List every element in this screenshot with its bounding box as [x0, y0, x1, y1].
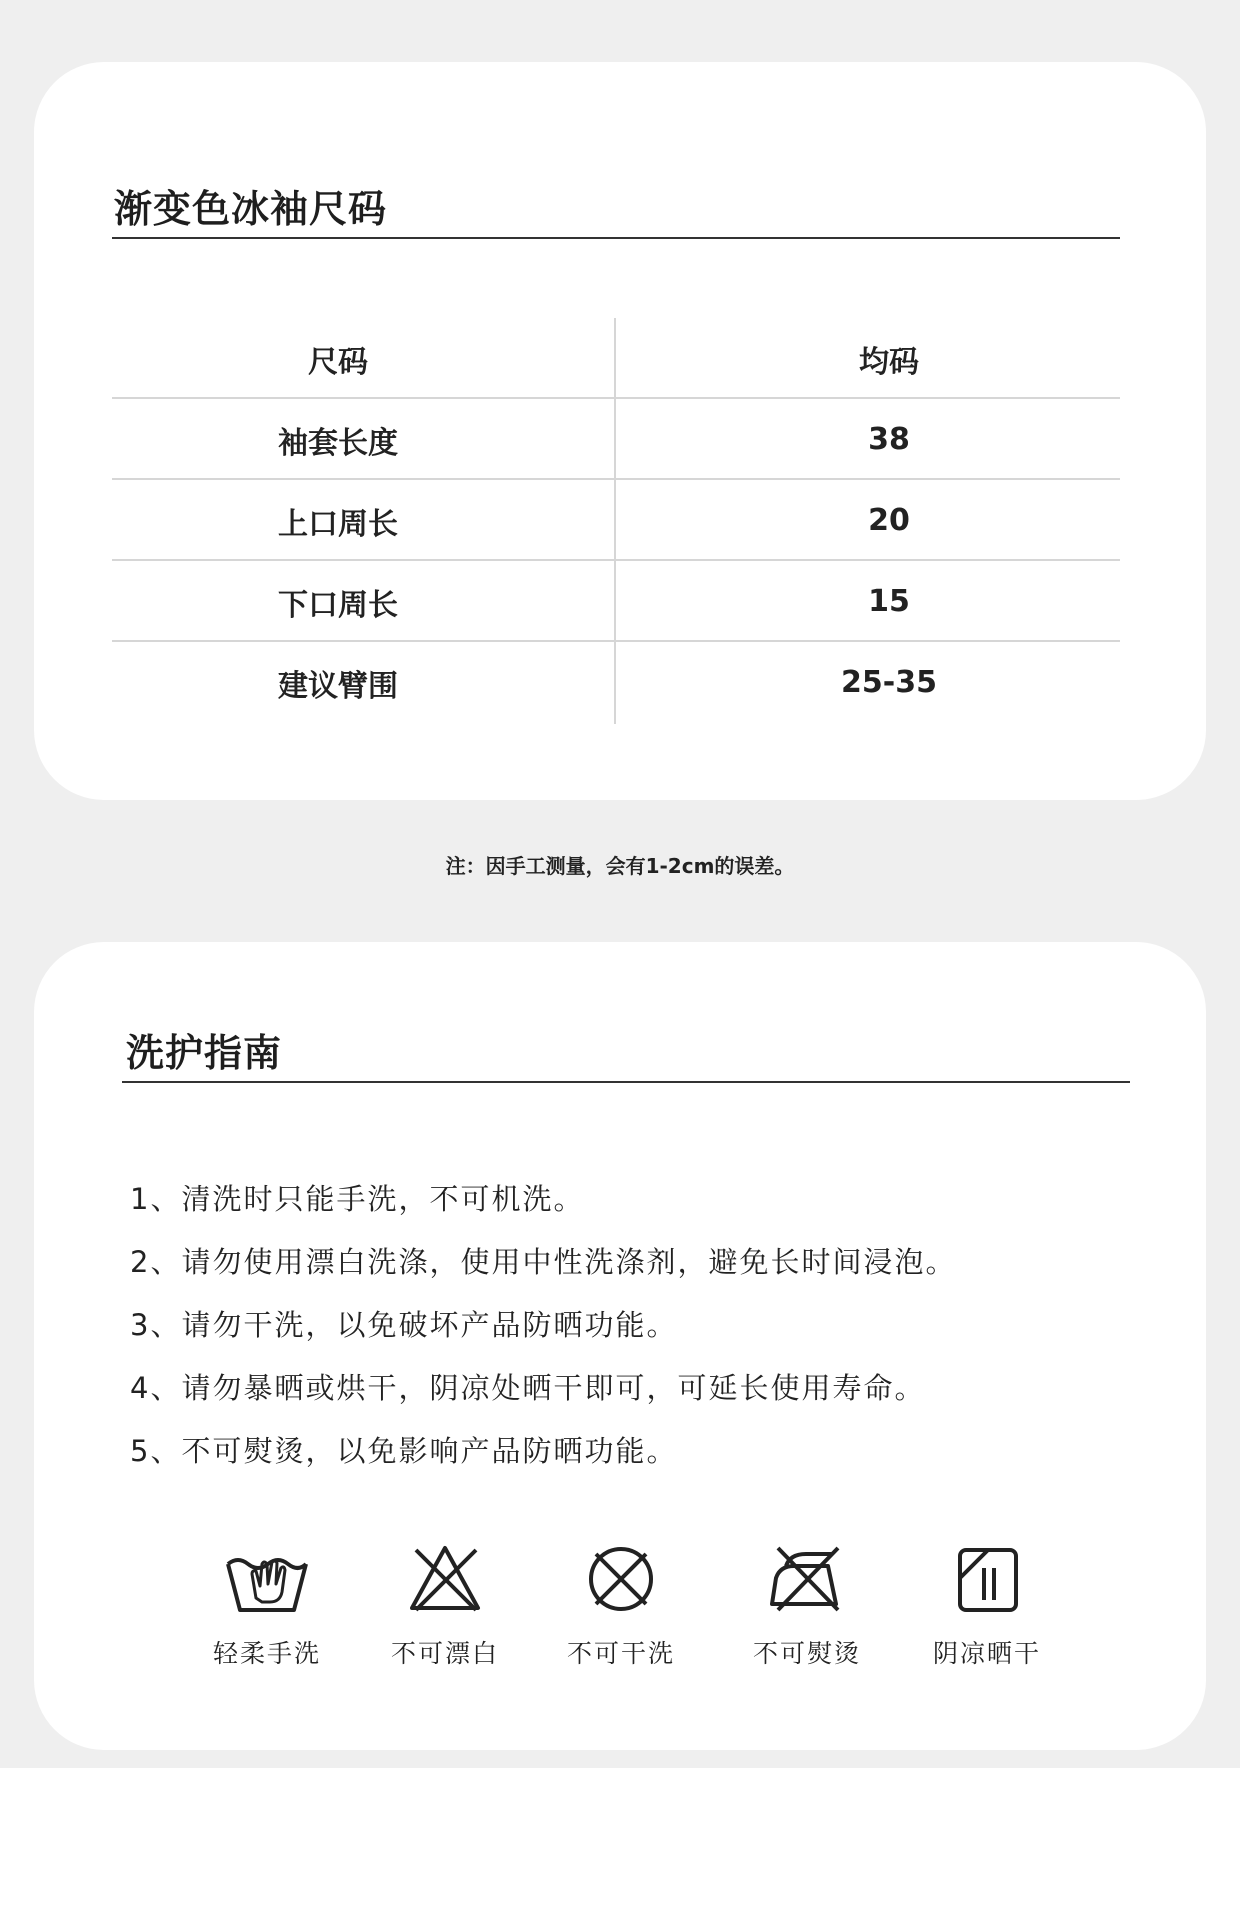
table-header-row [112, 318, 1120, 399]
size-title-divider [112, 237, 1120, 239]
care-instructions [130, 1168, 956, 1483]
table-row [112, 399, 1120, 480]
table-row [112, 642, 1120, 723]
care-title-divider [122, 1081, 1130, 1083]
no-bleach-icon [400, 1538, 490, 1618]
shade-dry-icon [942, 1538, 1032, 1618]
icon-label: 轻柔手洗 [212, 1639, 321, 1668]
icon-label: 不可干洗 [566, 1639, 675, 1668]
care-icon-no-dry-clean [546, 1538, 696, 1670]
icon-label: 阴凉晒干 [932, 1639, 1041, 1668]
care-icon-shade-dry [912, 1538, 1062, 1670]
size-card-title: 渐变色冰袖尺码 [114, 187, 388, 231]
hand-wash-icon [222, 1538, 312, 1618]
table-cell-label: 袖套长度 [278, 425, 398, 461]
size-table [112, 318, 1120, 723]
care-icon-no-bleach [370, 1538, 520, 1670]
no-iron-icon [762, 1538, 852, 1618]
icon-label: 不可漂白 [390, 1639, 499, 1668]
care-card-title: 洗护指南 [126, 1031, 283, 1075]
table-cell-value: 25-35 [841, 665, 937, 700]
table-cell-value: 38 [868, 422, 910, 457]
care-item: 1、清洗时只能手洗，不可机洗。 [130, 1182, 585, 1216]
table-row [112, 561, 1120, 642]
care-item: 5、不可熨烫，以免影响产品防晒功能。 [130, 1434, 678, 1468]
care-item: 3、请勿干洗，以免破坏产品防晒功能。 [130, 1308, 678, 1342]
care-item: 4、请勿暴晒或烘干，阴凉处晒干即可，可延长使用寿命。 [130, 1371, 926, 1405]
care-item: 2、请勿使用漂白洗涤，使用中性洗涤剂，避免长时间浸泡。 [130, 1245, 957, 1279]
table-header-cell: 尺码 [308, 344, 368, 380]
icon-label: 不可熨烫 [752, 1639, 861, 1668]
table-row [112, 480, 1120, 561]
table-cell-value: 20 [868, 503, 910, 538]
measurement-note: 注：因手工测量，会有1-2cm的误差。 [445, 854, 795, 878]
table-cell-label: 下口周长 [278, 587, 398, 623]
table-cell-label: 建议臂围 [278, 668, 398, 704]
care-icon-hand-wash [192, 1538, 342, 1670]
table-cell-value: 15 [868, 584, 910, 619]
care-icon-no-iron [732, 1538, 882, 1670]
table-cell-label: 上口周长 [278, 506, 398, 542]
table-header-cell: 均码 [859, 344, 919, 380]
no-dry-clean-icon [576, 1538, 666, 1618]
